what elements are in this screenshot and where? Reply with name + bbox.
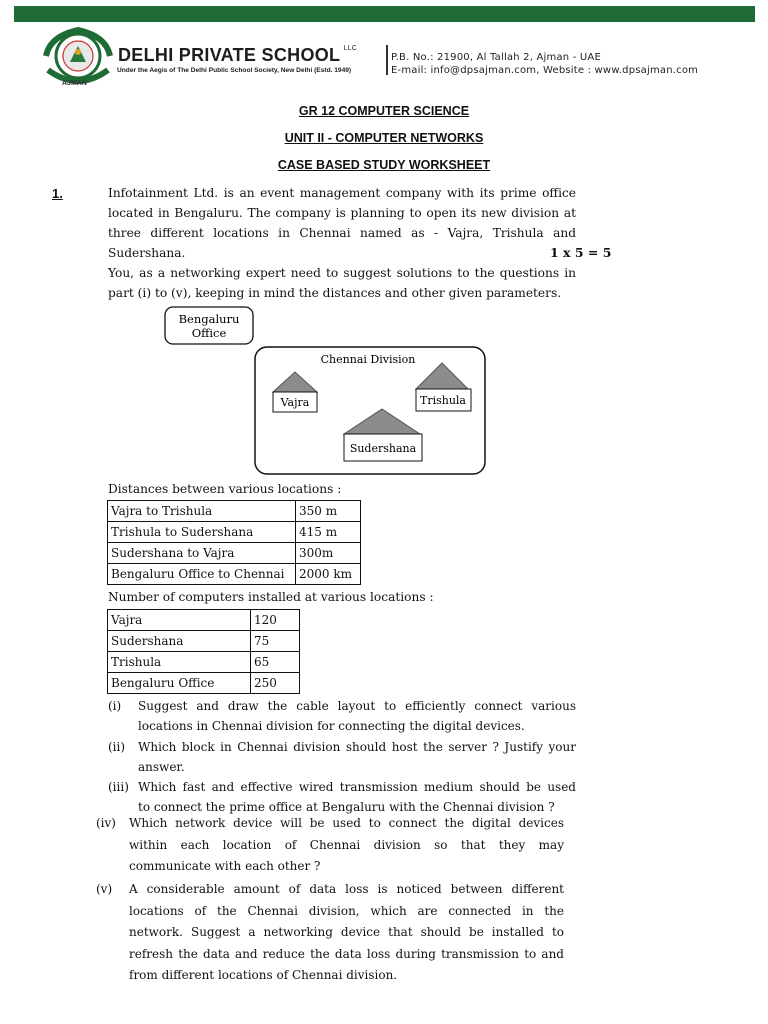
school-suffix: LLC	[343, 45, 358, 52]
grade-title: GR 12 COMPUTER SCIENCE	[298, 104, 470, 118]
intro-line: located in Bengaluru. The company is planning to open its new division at	[108, 206, 576, 220]
table-row: Trishula 65	[108, 652, 300, 673]
question-number: 1.	[52, 186, 63, 201]
office-label-2: Office	[191, 326, 227, 340]
address-line: P.B. No.: 21900, Al Tallah 2, Ajman - UAE	[391, 52, 601, 63]
subquestion-label: (i)	[108, 699, 122, 713]
table-row: Bengaluru Office to Chennai 2000 km	[108, 564, 361, 585]
office-label-1: Bengaluru	[178, 312, 240, 326]
computers-caption: Number of computers installed at various locations :	[108, 590, 434, 604]
subquestion-label: (iii)	[108, 780, 129, 794]
trishula-label: Trishula	[419, 394, 467, 407]
intro-line: three different locations in Chennai named as - Vajra, Trishula and	[108, 226, 576, 240]
table-row: Vajra 120	[108, 610, 300, 631]
sudershana-label: Sudershana	[349, 442, 417, 455]
intro-line: Sudershana.	[108, 246, 186, 260]
school-logo	[40, 26, 116, 88]
logo-caption: AJMAN	[62, 80, 87, 87]
intro-line: part (i) to (v), keeping in mind the distances and other given parameters.	[108, 286, 562, 300]
vajra-label: Vajra	[280, 396, 310, 409]
distances-caption: Distances between various locations :	[108, 482, 342, 496]
table-row: Sudershana 75	[108, 631, 300, 652]
school-contact	[391, 52, 698, 77]
distances-table	[107, 500, 361, 585]
intro-line: You, as a networking expert need to suggest solutions to the questions in	[108, 266, 576, 280]
marks-allocation: 1 x 5 = 5	[550, 245, 612, 260]
division-title: Chennai Division	[320, 353, 416, 366]
question-intro	[108, 183, 576, 263]
table-row: Vajra to Trishula 350 m	[108, 501, 361, 522]
subquestion-label: (ii)	[108, 740, 126, 754]
worksheet-title: CASE BASED STUDY WORKSHEET	[277, 158, 491, 172]
contact-line: E-mail: info@dpsajman.com, Website : www.dpsajman.com	[391, 64, 699, 76]
header-divider	[386, 45, 388, 75]
table-row: Bengaluru Office 250	[108, 673, 300, 694]
subquestion-label: (v)	[96, 882, 113, 896]
network-diagram	[160, 305, 500, 480]
header-green-bar	[14, 6, 755, 22]
unit-title: UNIT II - COMPUTER NETWORKS	[284, 131, 484, 145]
school-aegis: Under the Aegis of The Delhi Public School Society, New Delhi (Estd. 1949)	[117, 67, 352, 74]
table-row: Sudershana to Vajra 300m	[108, 543, 361, 564]
table-row: Trishula to Sudershana 415 m	[108, 522, 361, 543]
question-intro-2	[108, 263, 576, 303]
intro-line: Infotainment Ltd. is an event management company with its prime office	[108, 186, 576, 200]
computers-table	[107, 609, 300, 694]
subquestion-label: (iv)	[96, 816, 116, 830]
school-name: DELHI PRIVATE SCHOOL $^{LLC}$	[118, 45, 358, 65]
